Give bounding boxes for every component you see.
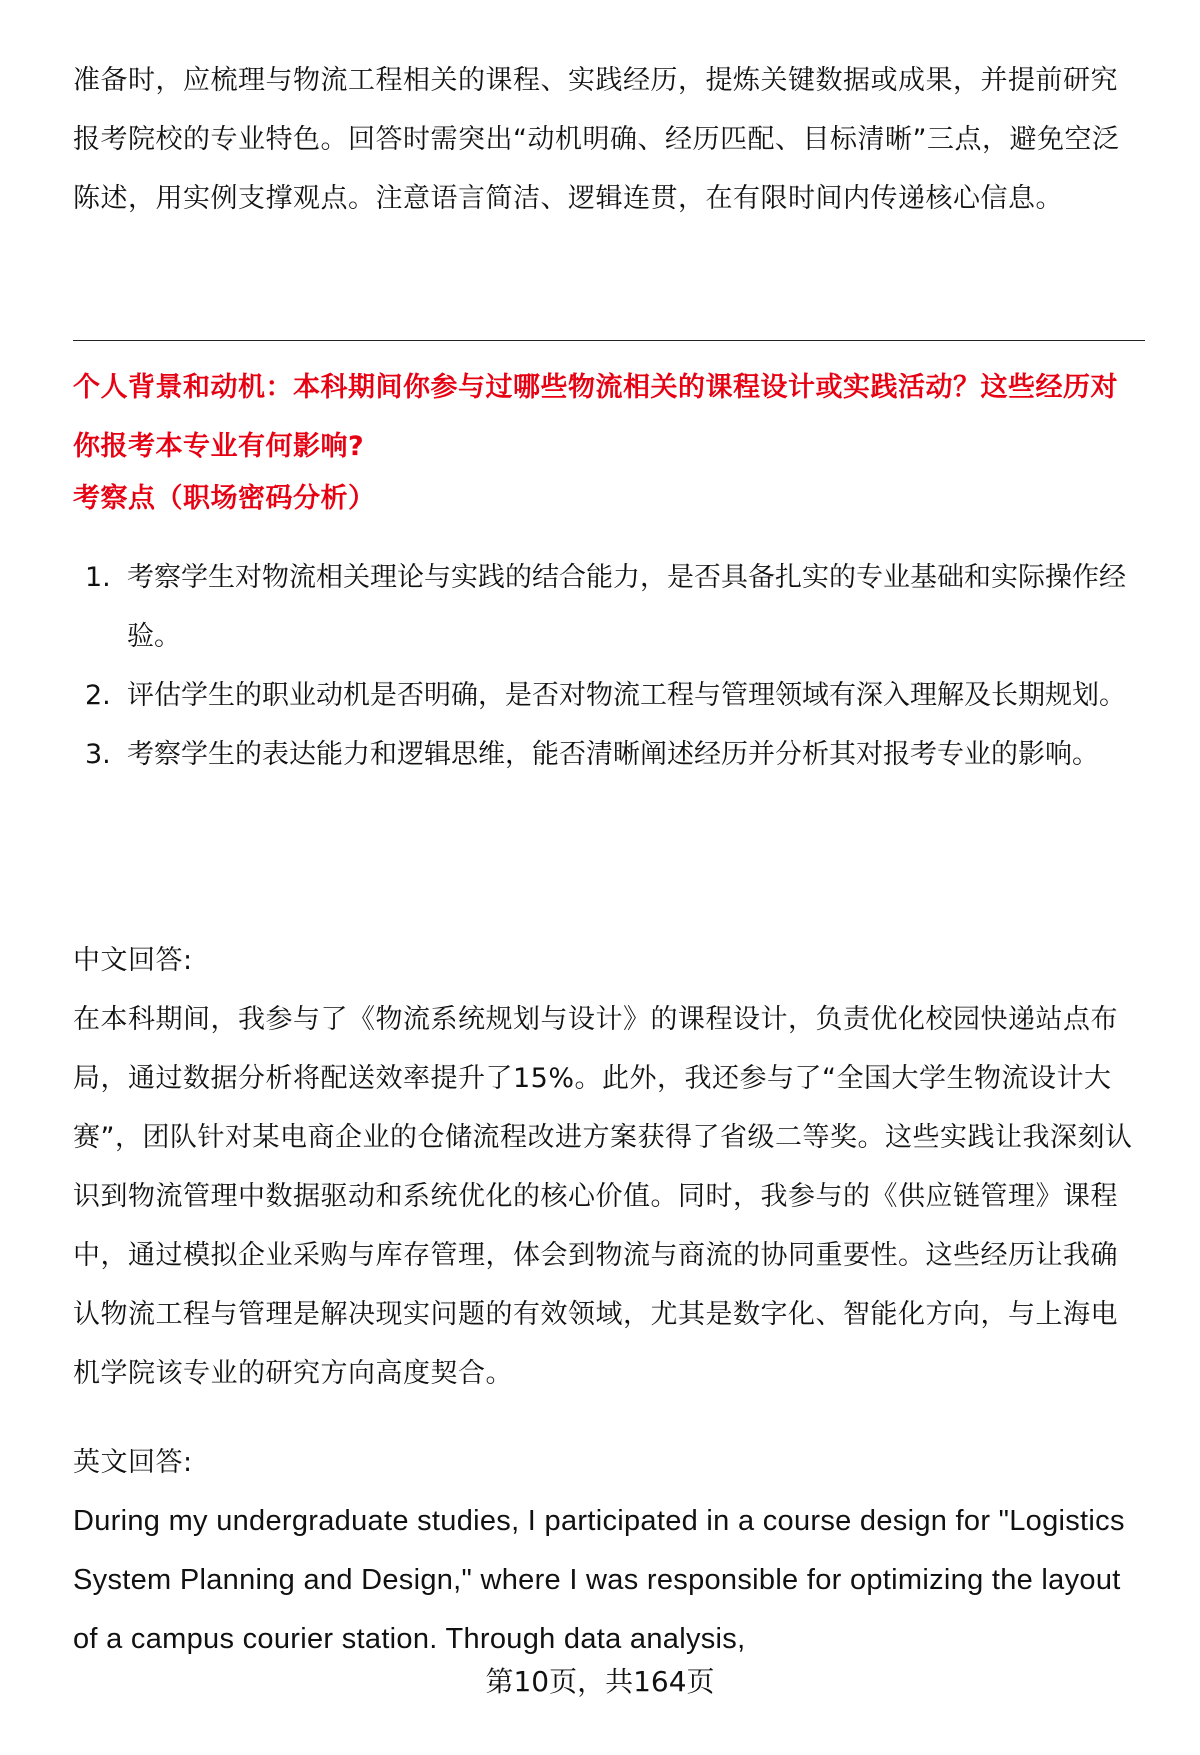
page-number: 第10页，共164页: [485, 1665, 715, 1698]
list-text: 考察学生的表达能力和逻辑思维，能否清晰阐述经历并分析其对报考专业的影响。: [127, 739, 1099, 770]
english-answer: During my undergraduate studies, I participated in a course design for "Logistics System Planning and Design," where I was responsible for optimizing the layout of a campus courier station. Through data analysis,: [73, 1505, 1125, 1655]
list-number: 3.: [85, 739, 111, 770]
list-number: 2.: [85, 680, 111, 711]
english-answer-label: 英文回答:: [73, 1447, 193, 1478]
list-item: [73, 725, 1143, 784]
list-text: 考察学生对物流相关理论与实践的结合能力，是否具备扎实的专业基础和实际操作经验。: [127, 562, 1126, 652]
section-heading: 考察点（职场密码分析）: [73, 483, 376, 514]
intro-paragraph: 准备时，应梳理与物流工程相关的课程、实践经历，提炼关键数据或成果，并提前研究报考院校的专业特色。回答时需突出“动机明确、经历匹配、目标清晰”三点，避免空泛陈述，用实例支撑观点。注意语言简洁、逻辑连贯，在有限时间内传递核心信息。: [73, 65, 1120, 214]
chinese-answer: 在本科期间，我参与了《物流系统规划与设计》的课程设计，负责优化校园快递站点布局，通过数据分析将配送效率提升了15%。此外，我还参与了“全国大学生物流设计大赛”，团队针对某电商企业的仓储流程改进方案获得了省级二等奖。这些实践让我深刻认识到物流管理中数据驱动和系统优化的核心价值。同时，我参与的《供应链管理》课程中，通过模拟企业采购与库存管理，体会到物流与商流的协同重要性。这些经历让我确认物流工程与管理是解决现实问题的有效领域，尤其是数字化、智能化方向，与上海电机学院该专业的研究方向高度契合。: [73, 1004, 1133, 1389]
list-item: [73, 548, 1143, 666]
points-list: [73, 548, 1143, 784]
section-divider: [73, 340, 1145, 341]
chinese-answer-label: 中文回答:: [73, 945, 193, 976]
list-text: 评估学生的职业动机是否明确，是否对物流工程与管理领域有深入理解及长期规划。: [127, 680, 1126, 711]
question-heading: 个人背景和动机：本科期间你参与过哪些物流相关的课程设计或实践活动？这些经历对你报考本专业有何影响?: [73, 372, 1118, 462]
list-number: 1.: [85, 562, 111, 593]
list-item: [73, 666, 1143, 725]
